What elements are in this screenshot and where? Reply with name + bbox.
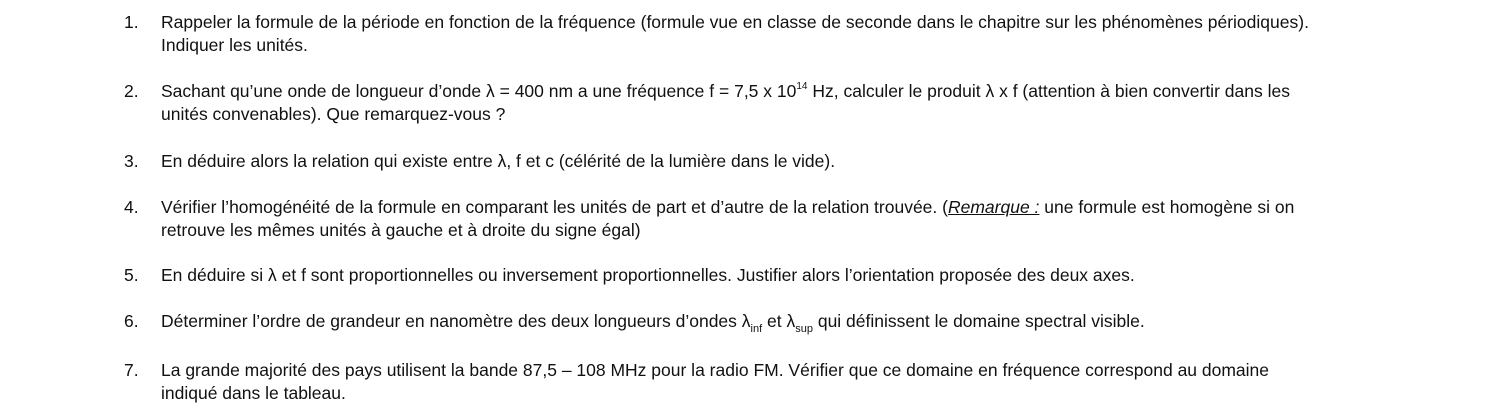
question-text [161, 359, 1436, 405]
question-number: 3. [124, 151, 139, 171]
question-line: La grande majorité des pays utilisent la bande 87,5 – 108 MHz pour la radio FM. Vérifier que ce domaine en fréquence correspond au domaine [161, 360, 1270, 380]
question-number: 6. [124, 311, 139, 331]
question-number: 2. [124, 81, 139, 101]
question-line: unités convenables). Que remarquez-vous ? [161, 104, 506, 124]
question-line [161, 196, 1436, 219]
text-segment: et λ [762, 311, 796, 331]
question-text [161, 310, 1436, 333]
exponent: 14 [796, 81, 808, 92]
question-line: En déduire alors la relation qui existe entre λ, f et c (célérité de la lumière dans le vide). [161, 151, 836, 171]
question-line [161, 310, 1436, 333]
question-number: 7. [124, 360, 139, 380]
subscript: sup [795, 323, 813, 335]
question-text [161, 264, 1436, 287]
question-text [161, 196, 1436, 242]
question-line: Rappeler la formule de la période en fonction de la fréquence (formule vue en classe de seconde dans le chapitre sur les phénomènes périodiques). [161, 12, 1309, 32]
question-line: retrouve les mêmes unités à gauche et à droite du signe égal) [161, 220, 641, 240]
question-line: indiqué dans le tableau. [161, 383, 346, 403]
text-segment: Hz, calculer le produit λ x f (attention à bien convertir dans les [807, 81, 1290, 101]
question-text [161, 150, 1436, 173]
question-line [161, 80, 1436, 103]
question-number: 1. [124, 12, 139, 32]
text-segment: qui définissent le domaine spectral visible. [812, 311, 1145, 331]
text-segment: une formule est homogène si on [1039, 197, 1295, 217]
subscript: inf [750, 323, 763, 335]
question-line: Indiquer les unités. [161, 35, 308, 55]
question-text [161, 11, 1436, 57]
text-segment: Sachant qu’une onde de longueur d’onde λ = 400 nm a une fréquence f = 7,5 x 10 [161, 81, 797, 101]
question-number: 5. [124, 265, 139, 285]
text-segment: Vérifier l’homogénéité de la formule en comparant les unités de part et d’autre de la relation trouvée. ( [161, 197, 948, 217]
question-number: 4. [124, 197, 139, 217]
remark-label: Remarque : [947, 197, 1040, 217]
question-text [161, 80, 1436, 126]
question-line: En déduire si λ et f sont proportionnelles ou inversement proportionnelles. Justifier alors l’orientation proposée des deux axes. [161, 265, 1135, 285]
text-segment: Déterminer l’ordre de grandeur en nanomètre des deux longueurs d’ondes λ [161, 311, 751, 331]
